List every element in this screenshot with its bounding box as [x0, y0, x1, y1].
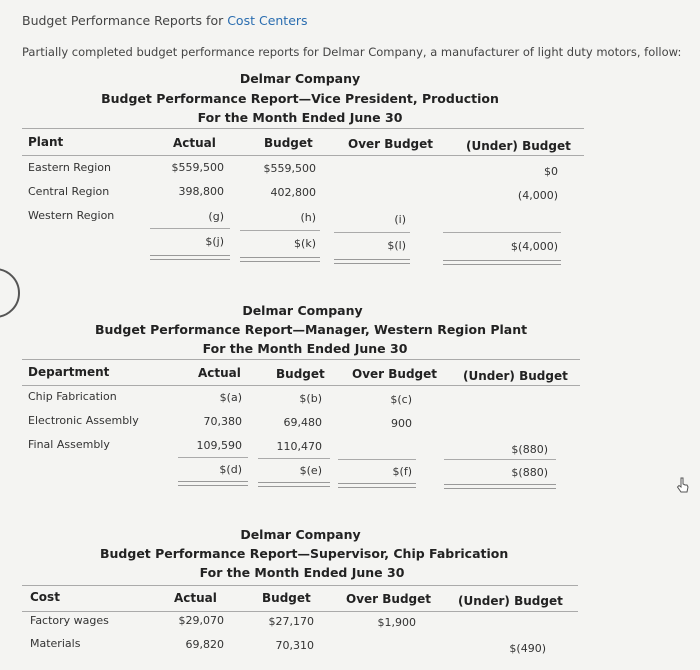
cell-actual: $29,070	[178, 614, 224, 627]
cell-actual: 69,820	[185, 638, 224, 651]
report2-title: Budget Performance Report—Manager, Western Region Plant	[95, 322, 528, 337]
cell-budget: $(b)	[299, 392, 322, 405]
divider	[444, 459, 556, 460]
divider	[22, 585, 578, 586]
cell-over: $1,900	[377, 616, 416, 629]
divider	[443, 232, 561, 233]
divider	[22, 359, 580, 360]
row-label: Eastern Region	[28, 161, 111, 174]
cell-budget: $27,170	[268, 615, 314, 628]
total-actual: $(d)	[219, 463, 242, 476]
total-under: $(4,000)	[510, 240, 558, 253]
divider	[178, 457, 248, 458]
report1-title: Budget Performance Report—Vice President, Production	[101, 91, 499, 106]
intro-text: Partially completed budget performance reports for Delmar Company, a manufacturer of light duty motors, follow:	[22, 45, 682, 59]
total-budget: $(k)	[294, 237, 316, 250]
report1-period: For the Month Ended June 30	[197, 110, 403, 125]
cell-budget: (h)	[300, 211, 316, 224]
total-under: $(880)	[511, 466, 548, 479]
col-header-actual: Actual	[174, 591, 217, 605]
cell-budget: 402,800	[270, 186, 316, 199]
double-underline	[150, 255, 230, 260]
report3-company: Delmar Company	[240, 527, 361, 542]
col-header-actual: Actual	[173, 136, 216, 150]
total-over: $(f)	[392, 465, 412, 478]
double-underline	[443, 260, 561, 265]
report2-company: Delmar Company	[242, 303, 363, 318]
col-header-plant: Plant	[28, 135, 64, 149]
report2-period: For the Month Ended June 30	[202, 341, 408, 356]
row-label: Western Region	[28, 209, 115, 222]
col-header-budget: Budget	[276, 367, 325, 381]
col-header-over-budget: Over Budget	[348, 137, 434, 151]
cell-budget: 70,310	[275, 639, 314, 652]
cell-under: $(880)	[511, 443, 548, 456]
divider	[22, 128, 584, 129]
cell-actual: 70,380	[203, 415, 242, 428]
double-underline	[258, 482, 330, 487]
report3-period: For the Month Ended June 30	[199, 565, 405, 580]
cell-actual: $559,500	[171, 161, 224, 174]
divider	[258, 458, 330, 459]
cell-over: 900	[391, 417, 412, 430]
page-title: Budget Performance Reports for Cost Centers	[22, 13, 308, 28]
divider	[240, 230, 320, 231]
divider	[334, 232, 410, 233]
cell-actual: 109,590	[196, 439, 242, 452]
cell-under: (4,000)	[517, 189, 558, 202]
divider	[22, 611, 578, 612]
col-header-under-budget: (Under) Budget	[463, 369, 568, 383]
circle-marker-icon	[0, 268, 20, 318]
divider	[22, 385, 580, 386]
row-label: Chip Fabrication	[28, 390, 117, 403]
cell-budget: 69,480	[283, 416, 322, 429]
col-header-budget: Budget	[264, 136, 313, 150]
cell-over: (i)	[394, 213, 406, 226]
row-label: Central Region	[28, 185, 110, 198]
cell-actual: 398,800	[178, 185, 224, 198]
double-underline	[178, 481, 248, 486]
col-header-under-budget: (Under) Budget	[458, 594, 563, 608]
double-underline	[334, 259, 410, 264]
report1-company: Delmar Company	[239, 71, 361, 86]
col-header-budget: Budget	[262, 591, 311, 605]
col-header-under-budget: (Under) Budget	[466, 139, 571, 153]
row-label: Electronic Assembly	[28, 414, 139, 427]
total-budget: $(e)	[299, 464, 322, 477]
total-over: $(l)	[387, 239, 406, 252]
col-header-cost: Cost	[30, 590, 60, 604]
cell-over: $(c)	[390, 393, 412, 406]
row-label: Materials	[30, 637, 81, 650]
cell-budget: $559,500	[263, 162, 316, 175]
col-header-department: Department	[28, 365, 110, 379]
total-actual: $(j)	[205, 235, 224, 248]
divider	[150, 228, 230, 229]
cell-actual: (g)	[208, 210, 224, 223]
cell-budget: 110,470	[276, 440, 322, 453]
col-header-over-budget: Over Budget	[346, 592, 432, 606]
cell-actual: $(a)	[219, 391, 242, 404]
double-underline	[240, 257, 320, 262]
col-header-over-budget: Over Budget	[352, 367, 438, 381]
cell-under: $0	[544, 165, 558, 178]
row-label: Factory wages	[30, 614, 109, 627]
report3-title: Budget Performance Report—Supervisor, Chip Fabrication	[100, 546, 509, 561]
row-label: Final Assembly	[28, 438, 110, 451]
cost-centers-link[interactable]: Cost Centers	[227, 13, 308, 28]
cell-under: $(490)	[509, 642, 546, 655]
col-header-actual: Actual	[198, 366, 241, 380]
pointer-cursor-icon	[676, 477, 690, 499]
double-underline	[444, 484, 556, 489]
double-underline	[338, 483, 416, 488]
divider	[338, 459, 416, 460]
divider	[22, 155, 584, 156]
